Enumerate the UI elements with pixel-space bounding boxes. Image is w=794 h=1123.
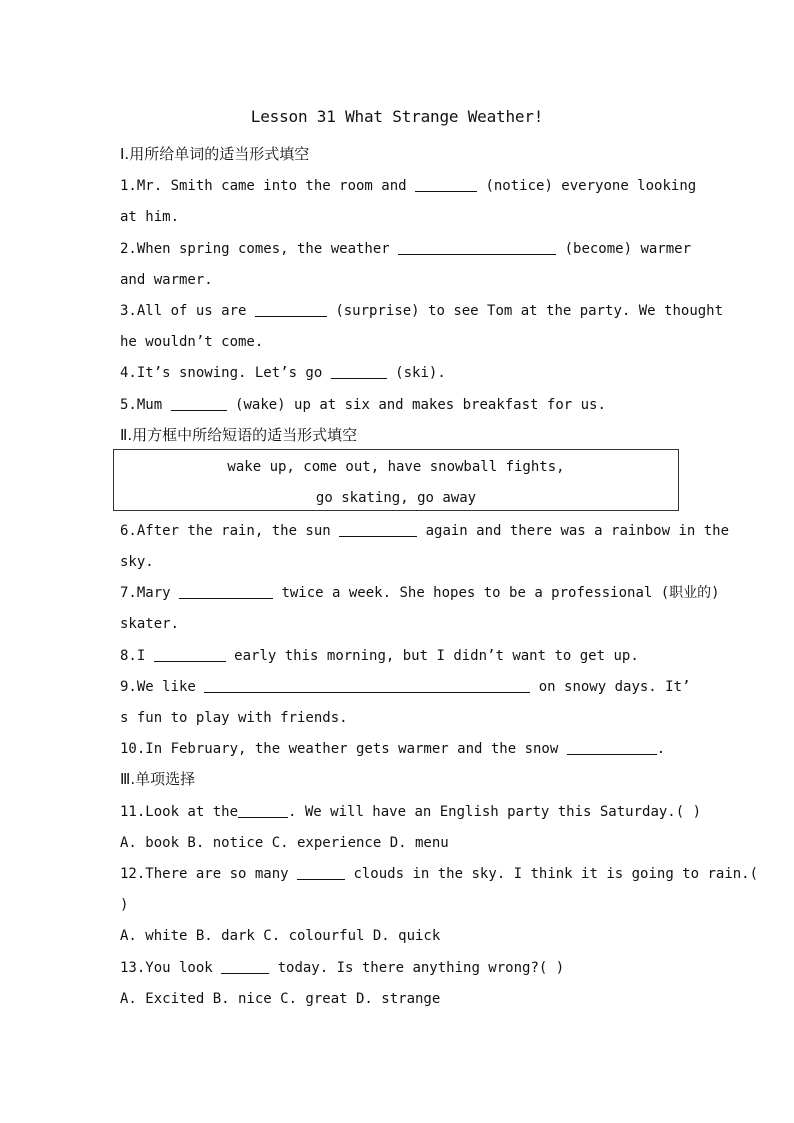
question-4-line xyxy=(120,364,674,382)
section-1-heading: Ⅰ.用所给单词的适当形式填空 xyxy=(120,145,310,163)
question-11-text-a: 11.Look at the xyxy=(120,804,239,820)
question-13-blank xyxy=(221,959,269,974)
question-5-blank xyxy=(171,396,227,411)
question-8-text-a: 8.I xyxy=(120,648,146,664)
question-12-options: A. white B. dark C. colourful D. quick xyxy=(120,928,441,944)
question-6-line-2: sky. xyxy=(120,554,154,570)
question-10-text-a: 10.In February, the weather gets warmer and the snow xyxy=(120,741,559,757)
question-12-blank xyxy=(297,865,345,880)
question-1-text-b: (notice) everyone looking xyxy=(485,178,697,194)
question-2-blank xyxy=(398,240,556,255)
question-6-text-b: again and there was a rainbow in the xyxy=(425,523,730,539)
question-5-line xyxy=(120,396,674,414)
question-3-line-2: he wouldn’t come. xyxy=(120,334,264,350)
question-13-text-a: 13.You look xyxy=(120,960,213,976)
question-6-line-1 xyxy=(120,522,730,540)
phrase-box-line-2: go skating, go away xyxy=(315,490,477,506)
page-title: Lesson 31 What Strange Weather! xyxy=(250,107,544,126)
question-7-text-a: 7.Mary xyxy=(120,585,171,601)
question-1-text-a: 1.Mr. Smith came into the room and xyxy=(120,178,407,194)
question-2-text-a: 2.When spring comes, the weather xyxy=(120,241,390,257)
phrase-box-line-1: wake up, come out, have snowball fights, xyxy=(227,459,565,475)
question-13-options: A. Excited B. nice C. great D. strange xyxy=(120,991,441,1007)
question-1-line-2: at him. xyxy=(120,209,180,225)
question-13-line xyxy=(120,959,674,977)
question-4-text-b: (ski). xyxy=(395,365,446,381)
question-1-line-1 xyxy=(120,177,697,195)
question-6-text-a: 6.After the rain, the sun xyxy=(120,523,331,539)
question-8-blank xyxy=(154,647,226,662)
question-5-text-b: (wake) up at six and makes breakfast for us. xyxy=(235,397,606,413)
question-11-text-b: . We will have an English party this Saturday.( ) xyxy=(288,804,702,820)
question-12-text-b: clouds in the sky. I think it is going to rain.( xyxy=(353,866,759,882)
question-4-text-a: 4.It’s snowing. Let’s go xyxy=(120,365,323,381)
question-3-line-1 xyxy=(120,302,724,320)
question-11-line xyxy=(120,803,702,821)
question-7-line-1 xyxy=(120,584,720,602)
question-7-text-b: twice a week. She hopes to be a professional (职业的) xyxy=(281,585,720,601)
question-4-blank xyxy=(331,364,387,379)
question-12-line-2: ) xyxy=(120,897,129,913)
question-8-line xyxy=(120,647,674,665)
question-9-blank xyxy=(204,678,530,693)
question-3-text-b: (surprise) to see Tom at the party. We thought xyxy=(335,303,724,319)
question-7-blank xyxy=(179,584,273,599)
question-9-text-b: on snowy days. It’ xyxy=(538,679,691,695)
question-10-text-b: . xyxy=(656,741,666,757)
question-9-text-a: 9.We like xyxy=(120,679,196,695)
question-8-text-b: early this morning, but I didn’t want to get up. xyxy=(234,648,639,664)
question-2-line-2: and warmer. xyxy=(120,272,213,288)
question-11-blank xyxy=(238,803,288,818)
question-12-line-1 xyxy=(120,865,759,883)
section-2-heading: Ⅱ.用方框中所给短语的适当形式填空 xyxy=(120,426,358,444)
question-10-blank xyxy=(567,740,657,755)
question-9-line-2: s fun to play with friends. xyxy=(120,710,348,726)
question-11-options: A. book B. notice C. experience D. menu xyxy=(120,835,449,851)
question-3-blank xyxy=(255,302,327,317)
question-5-text-a: 5.Mum xyxy=(120,397,163,413)
question-6-blank xyxy=(339,522,417,537)
question-3-text-a: 3.All of us are xyxy=(120,303,247,319)
phrase-box xyxy=(113,449,679,511)
question-2-text-b: (become) warmer xyxy=(564,241,692,257)
question-12-text-a: 12.There are so many xyxy=(120,866,289,882)
question-10-line xyxy=(120,740,674,758)
question-7-line-2: skater. xyxy=(120,616,180,632)
question-13-text-b: today. Is there anything wrong?( ) xyxy=(277,960,565,976)
question-9-line-1 xyxy=(120,678,691,696)
section-3-heading: Ⅲ.单项选择 xyxy=(120,770,196,788)
question-1-blank xyxy=(415,177,477,192)
question-2-line-1 xyxy=(120,240,692,258)
